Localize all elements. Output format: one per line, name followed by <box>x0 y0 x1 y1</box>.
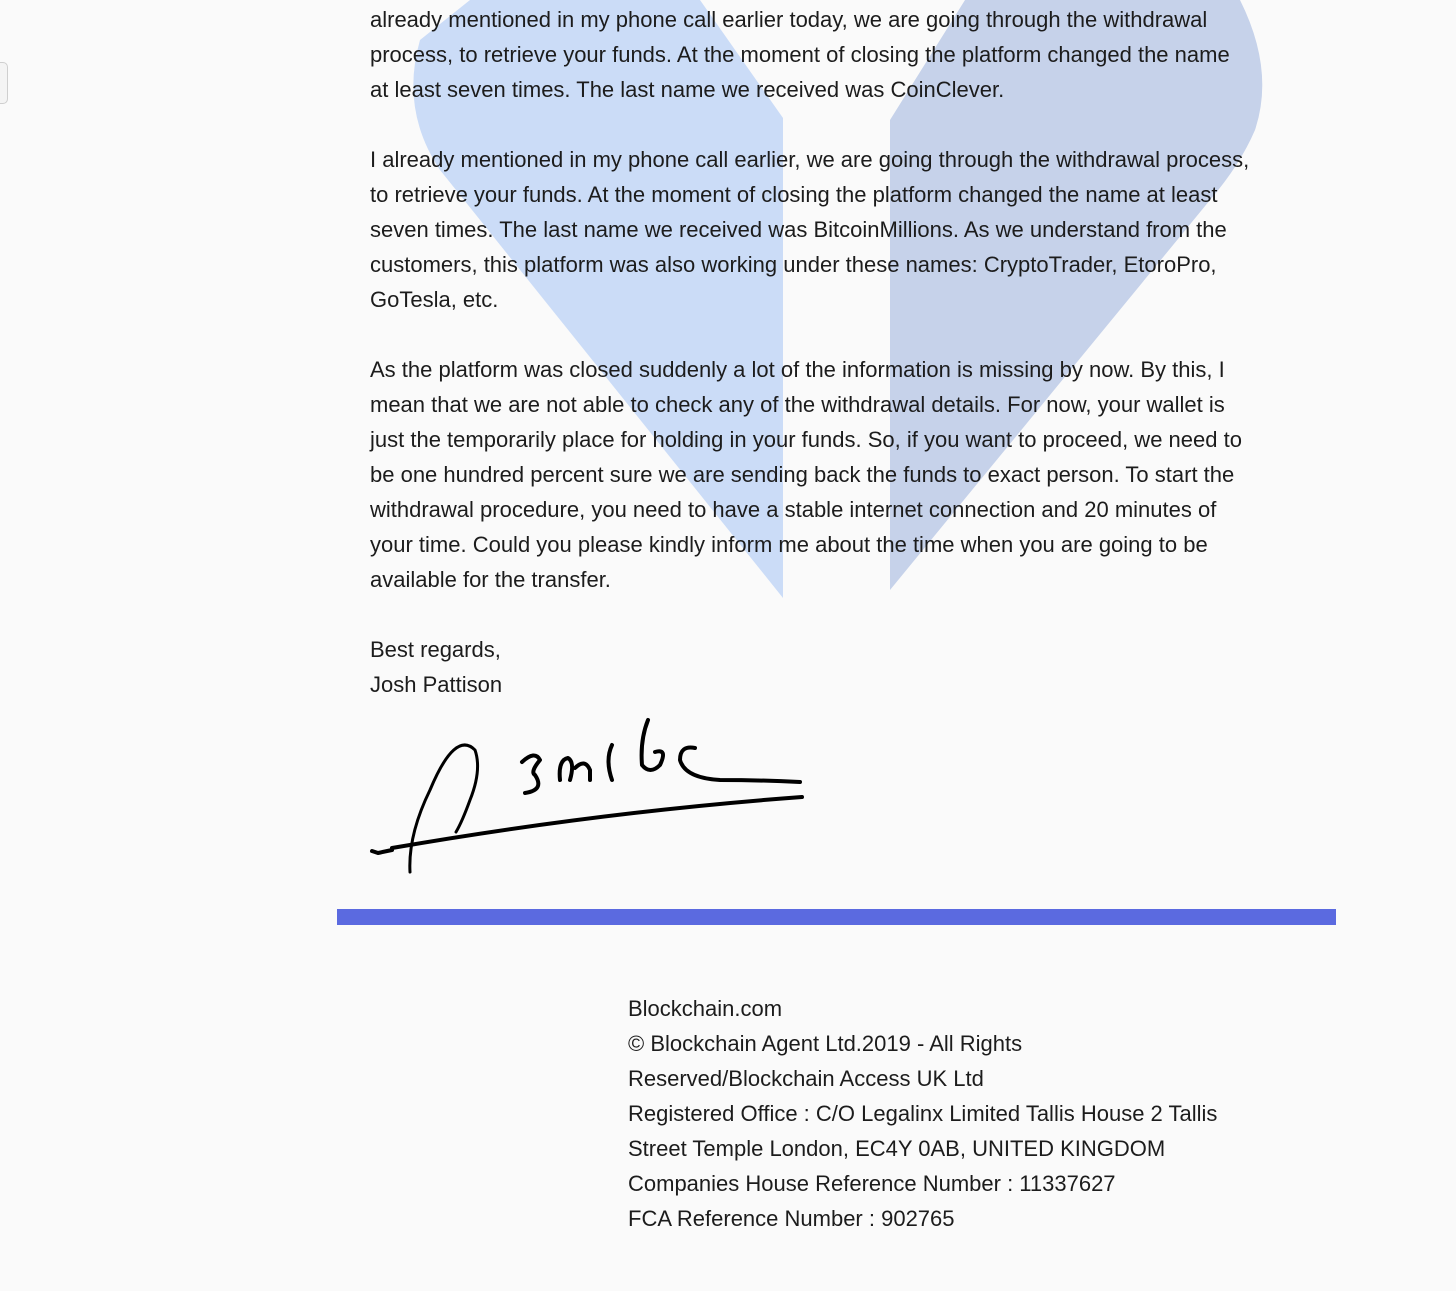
footer-companies-house-number: Companies House Reference Number : 11337627 <box>628 1171 1116 1196</box>
text-line: at least seven times. The last name we received was CoinClever. <box>370 77 1005 102</box>
text-line: customers, this platform was also working under these names: CryptoTrader, EtoroPro, <box>370 252 1217 277</box>
side-panel-tab[interactable] <box>0 62 8 104</box>
paragraph-3 <box>370 352 1242 597</box>
text-line: mean that we are not able to check any of the withdrawal details. For now, your wallet is <box>370 392 1225 417</box>
text-line: to retrieve your funds. At the moment of closing the platform changed the name at least <box>370 182 1218 207</box>
text-line: As the platform was closed suddenly a lot of the information is missing by now. By this, I <box>370 357 1225 382</box>
letter-closing <box>370 632 502 702</box>
footer-copyright: © Blockchain Agent Ltd.2019 - All Rights <box>628 1031 1023 1056</box>
text-line: just the temporarily place for holding in your funds. So, if you want to proceed, we need to <box>370 427 1242 452</box>
handwritten-signature <box>366 710 816 880</box>
text-line: withdrawal procedure, you need to have a stable internet connection and 20 minutes of <box>370 497 1217 522</box>
closing-salutation: Best regards, <box>370 637 501 662</box>
paragraph-1 <box>370 2 1230 107</box>
text-line: seven times. The last name we received was BitcoinMillions. As we understand from the <box>370 217 1227 242</box>
text-line: already mentioned in my phone call earlier today, we are going through the withdrawal <box>370 7 1208 32</box>
paragraph-2 <box>370 142 1249 317</box>
text-line: GoTesla, etc. <box>370 287 499 312</box>
text-line: be one hundred percent sure we are sending back the funds to exact person. To start the <box>370 462 1235 487</box>
footer-fca-number: FCA Reference Number : 902765 <box>628 1206 955 1231</box>
company-footer <box>628 991 1217 1236</box>
text-line: I already mentioned in my phone call earlier, we are going through the withdrawal process, <box>370 147 1250 172</box>
text-line: your time. Could you please kindly inform me about the time when you are going to be <box>370 532 1208 557</box>
text-line: process, to retrieve your funds. At the moment of closing the platform changed the name <box>370 42 1230 67</box>
footer-company-site: Blockchain.com <box>628 996 783 1021</box>
signer-name: Josh Pattison <box>370 672 503 697</box>
footer-address: Street Temple London, EC4Y 0AB, UNITED KINGDOM <box>628 1136 1166 1161</box>
footer-registered-office: Registered Office : C/O Legalinx Limited Tallis House 2 Tallis <box>628 1101 1218 1126</box>
footer-divider-bar <box>337 909 1336 925</box>
text-line: available for the transfer. <box>370 567 611 592</box>
footer-copyright-cont: Reserved/Blockchain Access UK Ltd <box>628 1066 984 1091</box>
